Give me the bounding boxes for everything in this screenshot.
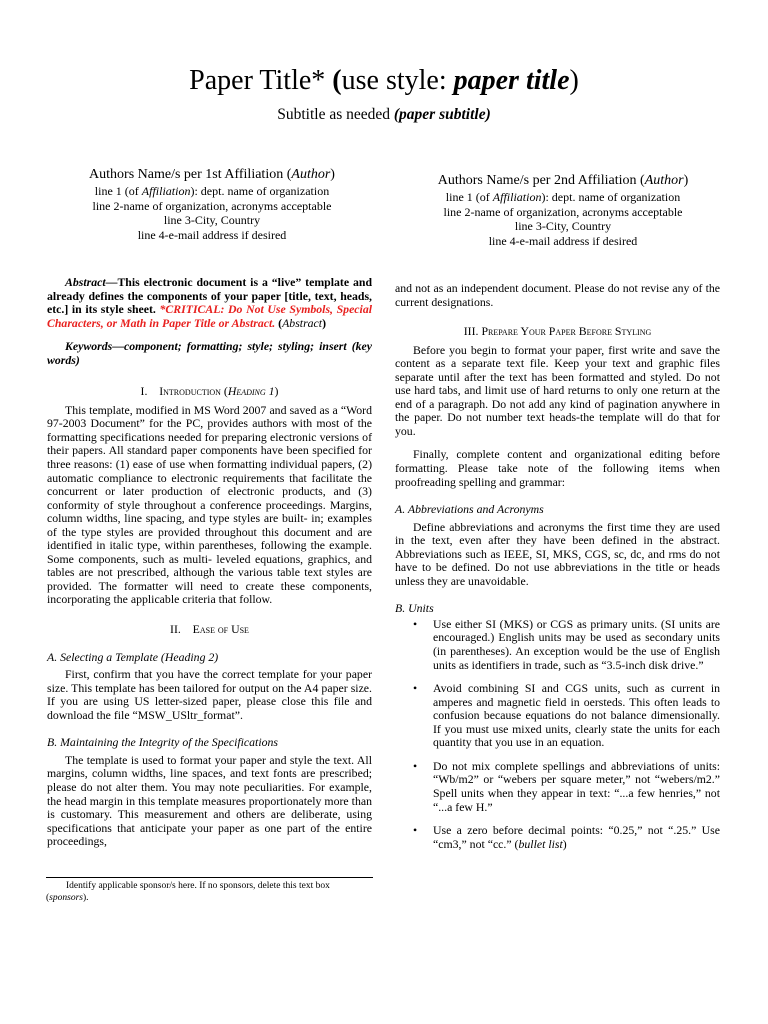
keywords: Keywords—component; formatting; style; styling; insert (key words) [47,339,373,367]
intro-paragraph: This template, modified in MS Word 2007 and saved as a “Word 97-2003 Document” for the PC, provides authors with most of the formatting specifications needed for preparing electronic versions of their papers. All standard paper components have been specified for three reasons: (1) ease of use when formatting individual papers, (2) automatic compliance to electronic requirements that facilitate the concurrent or later production of electronic products, and (3) conformity of style throughout a conference proceedings. Margins, column widths, line spacing, and type styles are built- in; examples of the type styles are provided throughout this document and are identified in italic type, within parentheses, following the example. Some components, such as multi- leveled equations, graphics, and tables are not prescribed, although the various table text styles are provided. The formatter will need to create these components, incorporating the applicable criteria that follow. [47,402,372,607]
author-2-line-2: line 2-name of organization, acronyms acceptable [443,204,683,219]
title-text: Paper Title* [189,65,326,96]
title-use-style: use style: [341,65,447,96]
paper-subtitle [0,106,768,124]
bullet-icon: • [413,823,418,838]
subtitle-text: Subtitle as needed [277,106,391,123]
heading-units: B. Units [395,601,434,616]
title-paren-open: ( [332,65,342,96]
author-block-1 [47,166,377,242]
prepare-paragraph-1: Before you begin to format your paper, first write and save the content as a separate text file. Keep your text and graphic files separate until after the text has been formatted and styled. Do not use hard tabs, and limit use of hard returns to only one return at the end of a paragraph. Do not add any kind of pagination anywhere in the paper. Do not number text heads-the template will do that for you. [395,342,720,438]
prepare-paragraph-2: Finally, complete content and organizational editing before formatting. Please take note of the following items when proofreading spelling and grammar: [395,447,720,489]
subtitle-style: (paper subtitle) [393,106,491,123]
heading-selecting-template: A. Selecting a Template (Heading 2) [47,649,219,664]
abbreviations-paragraph: Define abbreviations and acronyms the first time they are used in the text, even after they have been defined in the abstract. Abbreviations such as IEEE, SI, MKS, CGS, sc, dc, and rms do not have to be defined. Do not use abbreviations in the title or heads unless they are unavoidable. [395,519,720,588]
author-name-1: Authors Name/s per 1st Affiliation (Author) [89,167,335,182]
author-2-line-4: line 4-e-mail address if desired [488,233,638,248]
selecting-paragraph: First, confirm that you have the correct template for your paper size. This template has been tailored for output on the A4 paper size. If you are using US letter-sized paper, please close this file and download the file “MSW_USltr_format”. [47,667,372,722]
author-2-line-1: line 1 (of Affiliation): dept. name of organization [445,190,681,204]
author-2-line-3: line 3-City, Country [514,219,612,233]
abstract: Abstract—This electronic document is a “live” template and already defines the components of your paper [title, text, heads, etc.] in its style sheet. *CRITICAL: Do Not Use Symbols, Special Characters, or Math in Paper Title or Abstract. (Abstract) [47,275,372,330]
heading-maintaining-integrity: B. Maintaining the Integrity of the Specifications [47,735,278,750]
bullet-icon: • [413,681,418,696]
author-1-line-3: line 3-City, Country [163,213,261,227]
bullet-icon: • [413,616,418,631]
maintaining-paragraph: The template is used to format your paper and style the text. All margins, column widths, line spaces, and text fonts are prescribed; please do not alter them. You may note peculiarities. For example, the head margin in this template measures proportionately more than is customary. This measurement and others are deliberate, using specifications that anticipate your paper as one part of the entire proceedings, [47,752,372,849]
units-bullet-item: • Use either SI (MKS) or CGS as primary units. (SI units are encouraged.) English units may be used as secondary units (in parentheses). An exception would be the use of English units as identifiers in trade, such as “3.5-inch disk drive.” [413,616,720,672]
units-bullet-item: • Use a zero before decimal points: “0.25,” not “.25.” Use “cm3,” not “cc.” (bullet list) [413,823,720,851]
author-1-line-1: line 1 (of Affiliation): dept. name of organization [94,184,330,198]
heading-ease-of-use: II. Ease of Use [170,622,249,637]
units-bullet-item: • Avoid combining SI and CGS units, such as current in amperes and magnetic field in oersteds. This often leads to confusion because equations do not balance dimensionally. If you must use mixed units, clearly state the units for each quantity that you use in an equation. [413,681,720,750]
units-bullet-item: • Do not mix complete spellings and abbreviations of units: “Wb/m2” or “webers per square meter,” not “webers/m2.” Spell units when they appear in text: “...a few henries,” not “...a few H.” [413,758,720,814]
heading-abbreviations: A. Abbreviations and Acronyms [395,502,544,517]
title-paren-close: ) [569,65,579,96]
footnote-rule [46,877,373,878]
author-name-2: Authors Name/s per 2nd Affiliation (Author) [437,173,689,188]
units-bullet-list [395,618,720,851]
author-block-2 [398,172,728,248]
continued-paragraph: and not as an independent document. Please do not revise any of the current designations. [395,281,720,309]
author-1-line-2: line 2-name of organization, acronyms acceptable [92,198,332,213]
bullet-icon: • [413,758,418,773]
heading-introduction: I. Introduction (Heading 1) [140,384,279,399]
author-1-line-4: line 4-e-mail address if desired [137,227,287,242]
paper-title [0,62,768,100]
heading-prepare-paper: III. Prepare Your Paper Before Styling [463,324,652,339]
sponsor-footnote: Identify applicable sponsor/s here. If no sponsors, delete this text box (sponsors). [46,881,330,903]
right-column [395,282,720,861]
title-style-name: paper title [453,65,570,96]
abstract-critical: *CRITICAL: Do Not Use Symbols, Special Characters, or Math in Paper Title or Abstract. [47,302,372,330]
left-column [47,276,372,849]
